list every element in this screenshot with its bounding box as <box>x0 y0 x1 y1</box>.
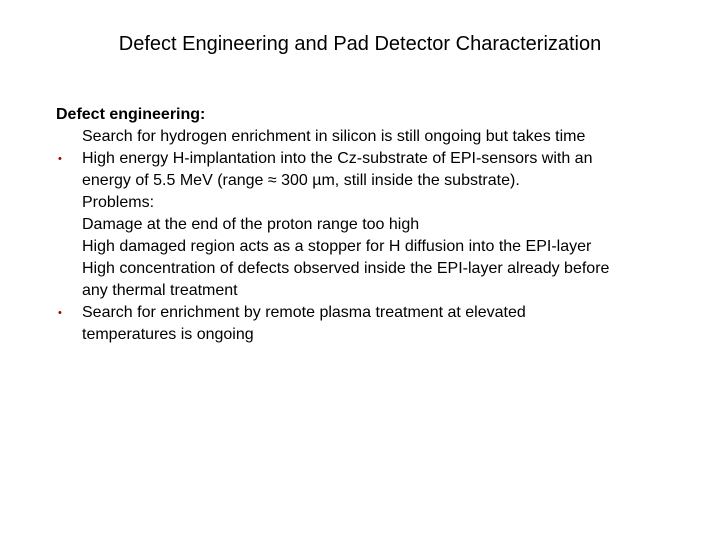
text-line <box>56 170 706 192</box>
text-line <box>56 192 706 214</box>
line-text: Damage at the end of the proton range too high <box>82 216 420 233</box>
section-heading: Defect engineering: <box>56 106 206 123</box>
text-line <box>56 214 706 236</box>
bullet-item <box>56 148 706 170</box>
bullet-item <box>56 302 706 324</box>
text-line <box>56 236 706 258</box>
line-text: Problems: <box>82 194 155 211</box>
line-text: energy of 5.5 MeV (range ≈ 300 µm, still inside the substrate). <box>82 172 520 189</box>
bullet-icon: • <box>58 153 62 165</box>
text-line <box>56 280 706 302</box>
line-text: High energy H-implantation into the Cz-substrate of EPI-sensors with an <box>82 150 593 167</box>
text-line <box>56 258 706 280</box>
line-text: temperatures is ongoing <box>82 326 254 343</box>
line-text: Search for enrichment by remote plasma treatment at elevated <box>82 304 526 321</box>
line-text: High concentration of defects observed inside the EPI-layer already before <box>82 260 610 277</box>
bullet-icon: • <box>58 307 62 319</box>
text-line <box>56 126 706 148</box>
text-line <box>56 324 706 346</box>
line-text: Search for hydrogen enrichment in silicon is still ongoing but takes time <box>82 128 586 145</box>
slide-content <box>56 104 706 346</box>
slide-title: Defect Engineering and Pad Detector Characterization <box>118 33 602 55</box>
line-text: any thermal treatment <box>82 282 238 299</box>
line-text: High damaged region acts as a stopper for H diffusion into the EPI-layer <box>82 238 592 255</box>
